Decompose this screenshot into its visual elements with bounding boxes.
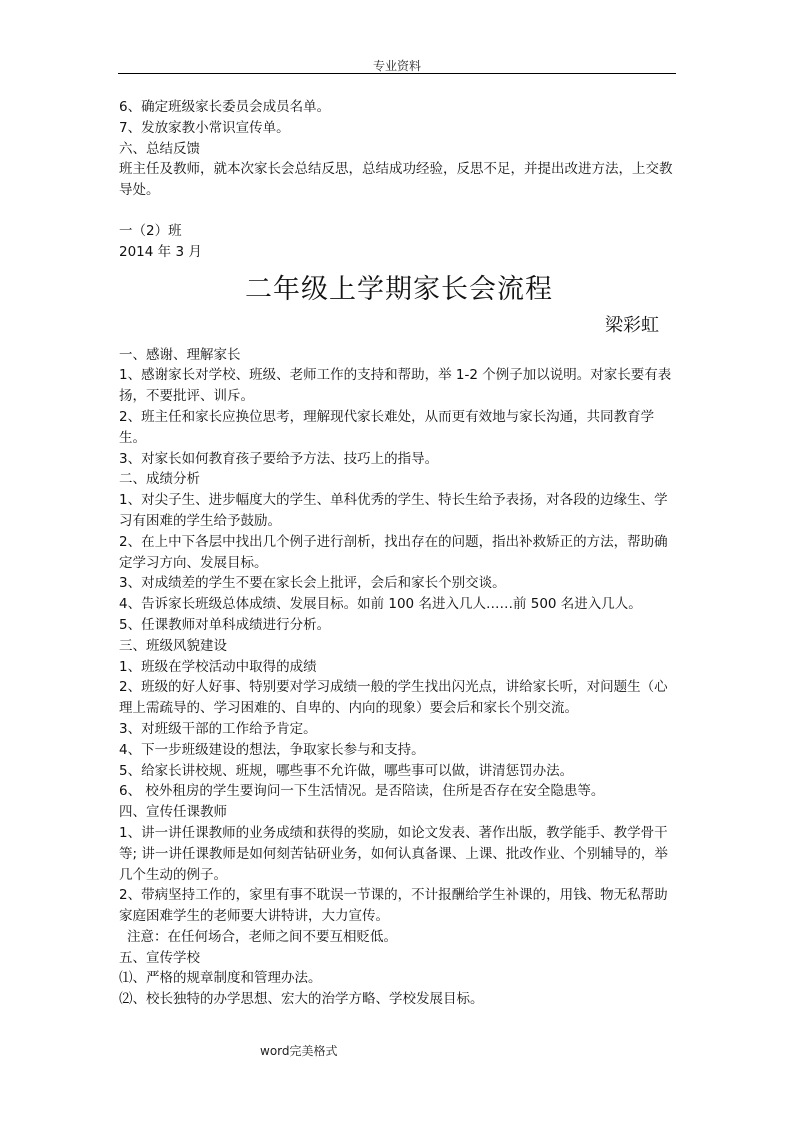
paragraph: 4、告诉家长班级总体成绩、发展目标。如前 100 名进入几人……前 500 名进入几人。 [119, 596, 642, 613]
paragraph: 1、对尖子生、进步幅度大的学生、单科优秀的学生、特长生给予表扬，对各段的边缘生、学习有困难的学生给予鼓励。 [119, 492, 668, 529]
date-line: 2014 年 3 月 [119, 243, 202, 260]
page-header: 专业资料 [372, 59, 421, 73]
paragraph: 2、班级的好人好事、特别要对学习成绩一般的学生找出闪光点，讲给家长听，对问题生（心理上需疏导的、学习困难的、自卑的、内向的现象）要会后和家长个别交流。 [119, 679, 668, 717]
paragraph: 3、对班级干部的工作给予肯定。 [119, 720, 317, 737]
section-heading: 三、班级风貌建设 [119, 637, 227, 654]
paragraph: 1、感谢家长对学校、班级、老师工作的支持和帮助，举 1-2 个例子加以说明。对家长要有表扬，不要批评、训斥。 [119, 367, 672, 405]
paragraph: 3、对成绩差的学生不要在家长会上批评，会后和家长个别交谈。 [119, 575, 506, 592]
page-footer: word完美格式 [260, 1044, 338, 1058]
paragraph: 5、给家长讲校规、班规，哪些事不允许做，哪些事可以做，讲清惩罚办法。 [119, 762, 574, 779]
paragraph: ⑵、校长独特的办学思想、宏大的治学方略、学校发展目标。 [119, 991, 484, 1008]
paragraph: 1、班级在学校活动中取得的成绩 [119, 658, 317, 675]
paragraph: 2、在上中下各层中找出几个例子进行剖析，找出存在的问题，指出补救矫正的方法，帮助确定学习方向、发展目标。 [119, 533, 668, 571]
paragraph: 班主任及教师，就本次家长会总结反思，总结成功经验，反思不足，并提出改进方法，上交教导处。 [119, 161, 673, 199]
header-rule [118, 73, 676, 74]
paragraph: 2、带病坚持工作的，家里有事不耽误一节课的，不计报酬给学生补课的，用钱、物无私帮助家庭困难学生的老师要大讲特讲，大力宣传。 [119, 887, 668, 925]
paragraph: 6、确定班级家长委员会成员名单。 [119, 99, 331, 115]
paragraph: 6、 校外租房的学生要询问一下生活情况。是否陪读，住所是否存在安全隐患等。 [119, 783, 605, 800]
paragraph: 3、对家长如何教育孩子要给予方法、技巧上的指导。 [119, 450, 439, 467]
section-heading: 一、感谢、理解家长 [119, 346, 241, 363]
paragraph: 1、讲一讲任课教师的业务成绩和获得的奖励，如论文发表、著作出版，教学能手、教学骨干等; 讲一讲任课教师是如何刻苦钻研业务，如何认真备课、上课、批改作业、个别辅导的，举几个生动的例子。 [119, 824, 668, 883]
document-title: 二年级上学期家长会流程 [245, 273, 553, 305]
paragraph: 7、发放家教小常识宣传单。 [119, 119, 290, 136]
section-heading: 四、宣传任课教师 [119, 804, 227, 821]
paragraph: 4、下一步班级建设的想法，争取家长参与和支持。 [119, 741, 425, 758]
paragraph: ⑴、严格的规章制度和管理办法。 [119, 970, 322, 987]
paragraph: 2、班主任和家长应换位思考，理解现代家长难处，从而更有效地与家长沟通，共同教育学生。 [119, 408, 655, 446]
section-heading: 六、总结反馈 [119, 140, 200, 157]
paragraph: 5、任课教师对单科成绩进行分析。 [119, 616, 331, 633]
class-line: 一（2）班 [119, 222, 182, 239]
document-body [119, 97, 679, 1010]
note-paragraph: 注意：在任何场合，老师之间不要互相贬低。 [127, 928, 397, 945]
author-name: 梁彩虹 [605, 314, 659, 336]
section-heading: 二、成绩分析 [119, 471, 200, 488]
spacer [119, 201, 679, 221]
section-heading: 五、宣传学校 [119, 949, 200, 966]
